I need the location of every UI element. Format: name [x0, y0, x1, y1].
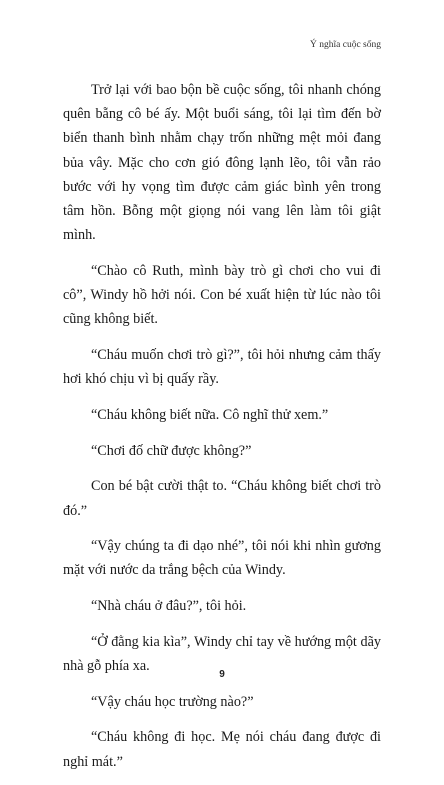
paragraph: “Chơi đố chữ được không?”	[91, 442, 252, 459]
paragraph: “Ở đằng kia kìa”, Windy chỉ tay về hướng một dãy nhà gỗ phía xa.	[63, 633, 381, 675]
page-number: 9	[219, 669, 225, 680]
paragraph: “Chào cô Ruth, mình bày trò gì chơi cho vui đi cô”, Windy hồ hởi nói. Con bé xuất hiện từ lúc nào tôi cũng không biết.	[63, 262, 381, 328]
paragraph: “Vậy chúng ta đi dạo nhé”, tôi nói khi nhìn gương mặt với nước da trắng bệch của Windy.	[63, 538, 381, 579]
running-header: Ý nghĩa cuộc sống	[310, 40, 381, 50]
paragraph: “Cháu muốn chơi trò gì?”, tôi hỏi nhưng cảm thấy hơi khó chịu vì bị quấy rầy.	[63, 347, 381, 388]
paragraph: Con bé bật cười thật to. “Cháu không biết chơi trò đó.”	[63, 478, 381, 519]
paragraph: Trở lại với bao bộn bề cuộc sống, tôi nhanh chóng quên bẵng cô bé ấy. Một buổi sáng, tôi lại tìm đến bờ biển thanh bình nhằm chạy trốn những mệt mỏi đang bủa vây. Mặc cho cơn gió đông lạnh lẽo, tôi vẫn rảo bước với hy vọng tìm được cảm giác bình yên trong tâm hồn. Bỗng một giọng nói vang lên làm tôi giật mình.	[63, 82, 381, 244]
paragraph: “Vậy cháu học trường nào?”	[91, 693, 254, 710]
paragraph: “Cháu không biết nữa. Cô nghĩ thử xem.”	[91, 406, 329, 423]
paragraph: “Cháu không đi học. Mẹ nói cháu đang được đi nghỉ mát.”	[63, 729, 381, 770]
paragraph: “Nhà cháu ở đâu?”, tôi hỏi.	[91, 598, 247, 615]
